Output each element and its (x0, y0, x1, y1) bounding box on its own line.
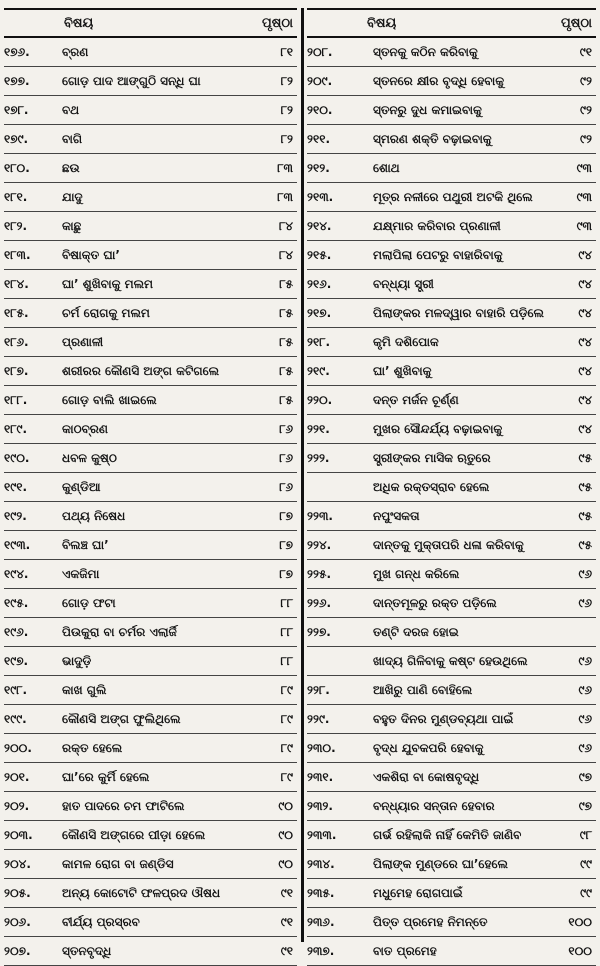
index-row (307, 879, 596, 908)
entry-page: ୮୯ (280, 769, 293, 784)
index-row (307, 328, 596, 357)
entry-number: ୧୮୮. (4, 392, 28, 407)
index-row (4, 154, 297, 183)
entry-topic: ଅନ୍ୟ କୋଟୋଟି ଫଳପ୍ରଦ ଔଷଧ (62, 885, 221, 900)
entry-topic: ଦନ୍ତ ମର୍ଜନ ଚୂର୍ଣ୍ଣ (373, 392, 459, 407)
entry-number: ୨୨୪. (307, 537, 332, 552)
entry-topic: ବାତ ପ୍ରମେହ (373, 943, 437, 958)
index-row (4, 676, 297, 705)
entry-number: ୧୯୪. (4, 566, 29, 581)
entry-topic: ବାଗି (62, 131, 83, 146)
index-row (307, 763, 596, 792)
entry-number: ୧୮୩. (4, 247, 31, 262)
entry-page: ୯୧ (280, 943, 293, 958)
entry-page: ୮୩ (277, 160, 293, 175)
entry-page: ୯୯ (580, 856, 592, 871)
entry-topic: ଗୋଡ଼ ପାଦ ଆଙ୍ଗୁଠି ସନ୍ଧି ଘା (62, 73, 201, 88)
index-row (4, 38, 297, 67)
entry-page: ୯୩ (576, 218, 592, 233)
entry-topic: ସ୍ତନରେ କ୍ଷୀର ବୃଦ୍ଧି ହେବାକୁ (373, 73, 505, 88)
page-heading: ପୃଷ୍ଠା (561, 15, 592, 31)
entry-number: ୧୮୯. (4, 421, 28, 436)
index-row (307, 125, 596, 154)
index-row (4, 792, 297, 821)
entry-number: ୧୯୬. (4, 624, 29, 639)
index-row (4, 879, 297, 908)
entry-topic: ପିତ୍ତ ପ୍ରମେହ ନିମନ୍ତେ (373, 914, 488, 929)
index-row (4, 96, 297, 125)
index-row (307, 589, 596, 618)
entry-number: ୨୨୫. (307, 566, 331, 581)
entry-topic: ଛଉ (62, 160, 80, 175)
entry-topic: ଘା’ ଶୁଖିବାକୁ (373, 363, 432, 378)
entry-page: ୮୫ (279, 305, 293, 320)
index-row (307, 154, 596, 183)
entry-number: ୧୯୨. (4, 508, 27, 523)
index-row (4, 850, 297, 879)
index-row (4, 357, 297, 386)
entry-topic: ସ୍ତନରୁ ଦୁଧ କମାଇବାକୁ (373, 102, 482, 117)
entry-page: ୯୪ (578, 247, 592, 262)
entry-topic: ରକ୍ତ ହେଲେ (62, 740, 123, 755)
index-row (307, 821, 596, 850)
entry-page: ୮୧ (280, 44, 293, 59)
entry-page: ୮୨ (280, 131, 293, 146)
entry-topic: କାଠବ୍ରଣ (62, 421, 108, 436)
index-row (4, 705, 297, 734)
entry-topic: ଏକଶିରା ବା କୋଷବୃଦ୍ଧି (373, 769, 480, 784)
entry-topic: ତଣ୍ଟି ଦରଜ ହୋଇ (373, 624, 459, 639)
entry-number: ୨୧୨. (307, 160, 330, 175)
index-row (307, 241, 596, 270)
entry-number: ୨୩୨. (307, 798, 333, 813)
entry-page: ୯୪ (578, 421, 592, 436)
entry-number: ୨୨୭. (307, 624, 331, 639)
subject-heading: ବିଷୟ (64, 15, 94, 31)
entry-page: ୮୯ (280, 711, 293, 726)
index-row (4, 589, 297, 618)
index-row (4, 560, 297, 589)
entry-topic: ବହୁତ ଦିନର ମୁଣ୍ଡବ୍ୟଥା ପାଇଁ (373, 711, 514, 726)
entry-number: ୨୨୨. (307, 450, 330, 465)
right-rows (307, 38, 596, 966)
index-row (4, 618, 297, 647)
entry-page: ୯୦ (278, 798, 293, 813)
index-row (307, 734, 596, 763)
entry-page: ୮୬ (279, 479, 293, 494)
entry-number: ୨୨୮. (307, 682, 330, 697)
entry-topic: ମୂତ୍ର ନଳୀରେ ପଥୁରୀ ଅଟକି ଥିଲେ (373, 189, 533, 204)
index-row (4, 502, 297, 531)
entry-number: ୧୮୦. (4, 160, 30, 175)
entry-page: ୯୬ (578, 653, 592, 668)
entry-topic: ପ୍ରଣାଳୀ (62, 334, 104, 349)
entry-topic: କୌଣସି ଅଙ୍ଗ ଫୁଲିଥିଲେ (62, 711, 181, 726)
entry-number: ୨୦୯. (307, 73, 333, 88)
entry-topic: ମଲାପିଲା ପେଟରୁ ବାହାରିବାକୁ (373, 247, 503, 262)
entry-number: ୧୯୭. (4, 653, 29, 668)
entry-topic: କୁଣ୍ଡିଆ (62, 479, 101, 494)
index-row (307, 850, 596, 879)
entry-page: ୯୪ (578, 334, 592, 349)
index-row (307, 386, 596, 415)
index-row (307, 676, 596, 705)
entry-page: ୮୫ (279, 276, 293, 291)
entry-topic: ଯାଦୁ (62, 189, 83, 204)
entry-page: ୯୫ (578, 508, 592, 523)
index-row (307, 647, 596, 676)
entry-page: ୯୧ (579, 44, 592, 59)
entry-number: ୧୭୬. (4, 44, 30, 59)
index-row (4, 183, 297, 212)
entry-topic: ବନ୍ଧ୍ୟାର ସନ୍ତାନ ହେବାର (373, 798, 495, 813)
entry-page: ୮୪ (279, 247, 293, 262)
index-row (307, 183, 596, 212)
entry-page: ୯୬ (578, 711, 592, 726)
entry-topic: ସ୍ମରଣ ଶକ୍ତି ବଢ଼ାଇବାକୁ (373, 131, 492, 146)
entry-number: ୨୧୮. (307, 334, 331, 349)
entry-number: ୧୭୭. (4, 73, 30, 88)
entry-number: ୧୯୫. (4, 595, 29, 610)
entry-number: ୧୯୮. (4, 682, 28, 697)
entry-page: ୮୬ (279, 450, 293, 465)
entry-topic: ମୁଖ ଗନ୍ଧ କରିଲେ (373, 566, 460, 581)
entry-page: ୯୩ (576, 160, 592, 175)
entry-page: ୮୭ (279, 537, 293, 552)
index-row (307, 357, 596, 386)
entry-number: ୨୦୫. (4, 885, 31, 900)
entry-topic: ଶରୀରର କୌଣସି ଅଙ୍ଗ କଟିଗଲେ (62, 363, 220, 378)
entry-number: ୨୦୩. (4, 827, 33, 842)
entry-page: ୮୮ (280, 595, 293, 610)
entry-number: ୨୨୧. (307, 421, 330, 436)
right-header (307, 8, 596, 38)
entry-page: ୮୨ (280, 102, 293, 117)
left-column (4, 8, 297, 966)
entry-topic: ଗୋଡ଼ ଫଟା (62, 595, 116, 610)
entry-number: ୧୯୯. (4, 711, 27, 726)
index-row (4, 241, 297, 270)
index-row (4, 473, 297, 502)
entry-topic: ପିଉକୁରା ବା ଚର୍ମର ଏଲାର୍ଜି (62, 624, 177, 639)
entry-topic: ବୀର୍ଯ୍ୟ ପ୍ରସ୍ରବ (62, 914, 140, 929)
entry-page: ୮୫ (279, 392, 293, 407)
entry-number: ୧୮୫. (4, 305, 29, 320)
entry-page: ୯୪ (578, 305, 592, 320)
index-row (307, 705, 596, 734)
entry-number: ୨୨୩. (307, 508, 333, 523)
entry-number: ୨୧୧. (307, 131, 331, 146)
index-row (307, 38, 596, 67)
entry-page: ୮୬ (279, 421, 293, 436)
entry-topic: ଦାନ୍ତମୂଳରୁ ରକ୍ତ ପଡ଼ିଲେ (373, 595, 497, 610)
entry-page: ୯୫ (578, 479, 592, 494)
entry-page: ୮୭ (279, 508, 293, 523)
entry-number: ୨୩୧. (307, 769, 334, 784)
entry-page: ୮୪ (279, 218, 293, 233)
entry-number: ୨୧୦. (307, 102, 333, 117)
entry-page: ୯୨ (580, 102, 592, 117)
entry-topic: ଘା’ରେ କୁର୍ମି ହେଲେ (62, 769, 150, 784)
entry-page: ୮୮ (280, 653, 293, 668)
entry-page: ୯୦ (278, 856, 293, 871)
entry-topic: ନପୁଂସକତା (373, 508, 420, 523)
index-row (4, 125, 297, 154)
entry-page: ୯୬ (578, 682, 592, 697)
entry-topic: ଆଖିରୁ ପାଣି ବୋହିଲେ (373, 682, 473, 697)
entry-page: ୯୬ (578, 566, 592, 581)
entry-number: ୧୮୭. (4, 363, 29, 378)
entry-topic: କୌଣସି ଅଙ୍ଗରେ ପୀଡ଼ା ହେଲେ (62, 827, 206, 842)
index-row (307, 67, 596, 96)
entry-topic: ଶୋଥ (373, 160, 400, 175)
index-row (4, 270, 297, 299)
index-row (4, 386, 297, 415)
entry-topic: ଚର୍ମ ରୋଗକୁ ମଲମ (62, 305, 150, 320)
entry-page: ୧୦୦ (568, 914, 592, 929)
entry-topic: ଏକଜିମା (62, 566, 100, 581)
entry-topic: କୃମି ଦଶିପୋକ (373, 334, 439, 349)
entry-topic: ବଥ (62, 102, 80, 117)
entry-topic: କାଖ ଗୁଲି (62, 682, 107, 697)
entry-number: ୨୩୩. (307, 827, 337, 842)
entry-page: ୯୨ (580, 131, 592, 146)
index-row (4, 212, 297, 241)
entry-number: ୨୩୭. (307, 943, 335, 958)
entry-number: ୨୩୫. (307, 885, 335, 900)
entry-number: ୧୯୧. (4, 479, 28, 494)
entry-number: ୨୦୬. (4, 914, 31, 929)
index-row (4, 908, 297, 937)
entry-page: ୮୯ (280, 740, 293, 755)
entry-page: ୮୩ (277, 189, 293, 204)
entry-topic: ମୁଖର ସୌନ୍ଦର୍ଯ୍ୟ ବଢ଼ାଇବାକୁ (373, 421, 503, 436)
entry-number: ୨୧୩. (307, 189, 334, 204)
left-rows (4, 38, 297, 966)
entry-number: ୧୭୮. (4, 102, 29, 117)
entry-page: ୮୯ (280, 682, 293, 697)
index-row (4, 821, 297, 850)
index-row (4, 647, 297, 676)
entry-topic: କାଛୁ (62, 218, 82, 233)
entry-number: ୨୧୯. (307, 363, 330, 378)
entry-page: ୯୬ (578, 595, 592, 610)
entry-page: ୯୭ (578, 798, 592, 813)
entry-topic: ବିଲଞ୍ଚ ଘା’ (62, 537, 109, 552)
entry-number: ୧୮୨. (4, 218, 28, 233)
index-row (307, 270, 596, 299)
entry-page: ୯୦ (278, 827, 293, 842)
index-row (4, 415, 297, 444)
entry-number: ୨୦୦. (4, 740, 32, 755)
entry-topic: ପଥ୍ୟ ନିଷେଧ (62, 508, 126, 523)
entry-topic: କାମଳ ରୋଗ ବା ଜଣ୍ଡିସ (62, 856, 174, 871)
entry-number: ୨୩୬. (307, 914, 335, 929)
index-row (307, 502, 596, 531)
entry-number: ୨୨୬. (307, 595, 332, 610)
entry-number: ୨୧୫. (307, 247, 332, 262)
entry-number: ୨୨୯. (307, 711, 330, 726)
index-row (307, 908, 596, 937)
index-row (4, 763, 297, 792)
entry-number: ୨୦୮. (307, 44, 333, 59)
entry-number: ୨୧୭. (307, 305, 332, 320)
entry-number: ୧୭୯. (4, 131, 29, 146)
entry-number: ୨୦୨. (4, 798, 30, 813)
index-row (307, 96, 596, 125)
entry-number: ୧୯୦. (4, 450, 30, 465)
entry-page: ୧୦୦ (568, 943, 592, 958)
entry-page: ୮୫ (279, 334, 293, 349)
index-row (4, 444, 297, 473)
index-row (4, 299, 297, 328)
entry-number: ୧୮୬. (4, 334, 29, 349)
entry-topic: ଦାନ୍ତକୁ ମୁକ୍ତାପରି ଧଳା କରିବାକୁ (373, 537, 524, 552)
entry-topic: ବୃଦ୍ଧ ଯୁବକପରି ହେବାକୁ (373, 740, 484, 755)
entry-number: ୨୨୦. (307, 392, 333, 407)
entry-page: ୯୧ (280, 885, 293, 900)
entry-number: ୨୧୪. (307, 218, 332, 233)
entry-topic: ପିଲାଙ୍କ ମୁଣ୍ଡରେ ଘା’ହେଲେ (373, 856, 508, 871)
entry-number: ୨୩୪. (307, 856, 335, 871)
index-row (307, 299, 596, 328)
entry-page: ୯୩ (576, 189, 592, 204)
column-divider (301, 8, 304, 942)
entry-page: ୯୧ (280, 914, 293, 929)
entry-topic: ଅଧିକ ରକ୍ତସ୍ରାବ ହେଲେ (373, 479, 490, 494)
entry-page: ୯୭ (578, 769, 592, 784)
entry-page: ୮୨ (280, 73, 293, 88)
entry-topic: ବ୍ରଣ (62, 44, 89, 59)
entry-number: ୨୦୭. (4, 943, 31, 958)
entry-topic: ଘା’ ଶୁଖିବାକୁ ମଲମ (62, 276, 154, 291)
index-row (4, 328, 297, 357)
entry-page: ୮୭ (279, 566, 293, 581)
entry-topic: ସ୍ତ୍ରୀଙ୍କର ମାସିକ ଋତୁରେ (373, 450, 491, 465)
subject-heading: ବିଷୟ (367, 15, 397, 31)
entry-page: ୯୫ (578, 450, 592, 465)
entry-page: ୯୪ (578, 363, 592, 378)
entry-page: ୮୫ (279, 363, 293, 378)
page-heading: ପୃଷ୍ଠା (262, 15, 293, 31)
entry-number: ୧୮୪. (4, 276, 29, 291)
entry-topic: ବିଷାକ୍ତ ଘା’ (62, 247, 120, 262)
index-row (4, 67, 297, 96)
entry-number: ୨୦୪. (4, 856, 31, 871)
entry-topic: ଭାଦୁଡ଼ି (62, 653, 92, 668)
entry-page: ୯୪ (578, 392, 592, 407)
index-row (307, 444, 596, 473)
entry-topic: ମଧୁମେହ ରୋଗପାଇଁ (373, 885, 463, 900)
entry-page: ୯୬ (578, 740, 592, 755)
index-row (307, 473, 596, 502)
entry-number: ୨୧୬. (307, 276, 332, 291)
index-row (307, 415, 596, 444)
entry-page: ୯୨ (580, 73, 592, 88)
entry-topic: ଖାଦ୍ୟ ଗିଳିବାକୁ କଷ୍ଟ ହେଉଥିଲେ (373, 653, 528, 668)
entry-number: ୧୯୩. (4, 537, 31, 552)
entry-page: ୯୮ (579, 827, 592, 842)
entry-topic: ସ୍ତନକୁ କଠିନ କରିବାକୁ (373, 44, 478, 59)
entry-number: ୨୩୦. (307, 740, 336, 755)
entry-page: ୮୮ (280, 624, 293, 639)
entry-topic: ଯକ୍ଷ୍ମାର କରିବାର ପ୍ରଣାଳୀ (373, 218, 501, 233)
entry-topic: ସ୍ତନବୃଦ୍ଧି (62, 943, 112, 958)
entry-page: ୯୯ (580, 885, 592, 900)
entry-page: ୯୫ (578, 537, 592, 552)
entry-topic: ହାତ ପାଦରେ ଚମ ଫାଟିଲେ (62, 798, 185, 813)
index-row (307, 792, 596, 821)
entry-topic: ଗୋଡ଼ ବାଲି ଖାଇଲେ (62, 392, 157, 407)
index-row (4, 531, 297, 560)
left-header (4, 8, 297, 38)
index-row (307, 560, 596, 589)
right-column (307, 8, 596, 966)
entry-topic: ବନ୍ଧ୍ୟା ସ୍ତ୍ରୀ (373, 276, 434, 291)
entry-topic: ଧବଳ କୁଷ୍ଠ (62, 450, 117, 465)
index-row (4, 734, 297, 763)
entry-topic: ଗର୍ଭ ରହିଲାକି ନାହିଁ କେମିତି ଜାଣିବ (373, 827, 522, 842)
entry-number: ୨୦୧. (4, 769, 30, 784)
entry-topic: ପିଲାଙ୍କର ମଳଦ୍ୱାର ବାହାରି ପଡ଼ିଲେ (373, 305, 544, 320)
index-row (307, 618, 596, 647)
entry-number: ୧୮୧. (4, 189, 28, 204)
index-row (307, 212, 596, 241)
index-row (307, 531, 596, 560)
entry-page: ୯୪ (578, 276, 592, 291)
